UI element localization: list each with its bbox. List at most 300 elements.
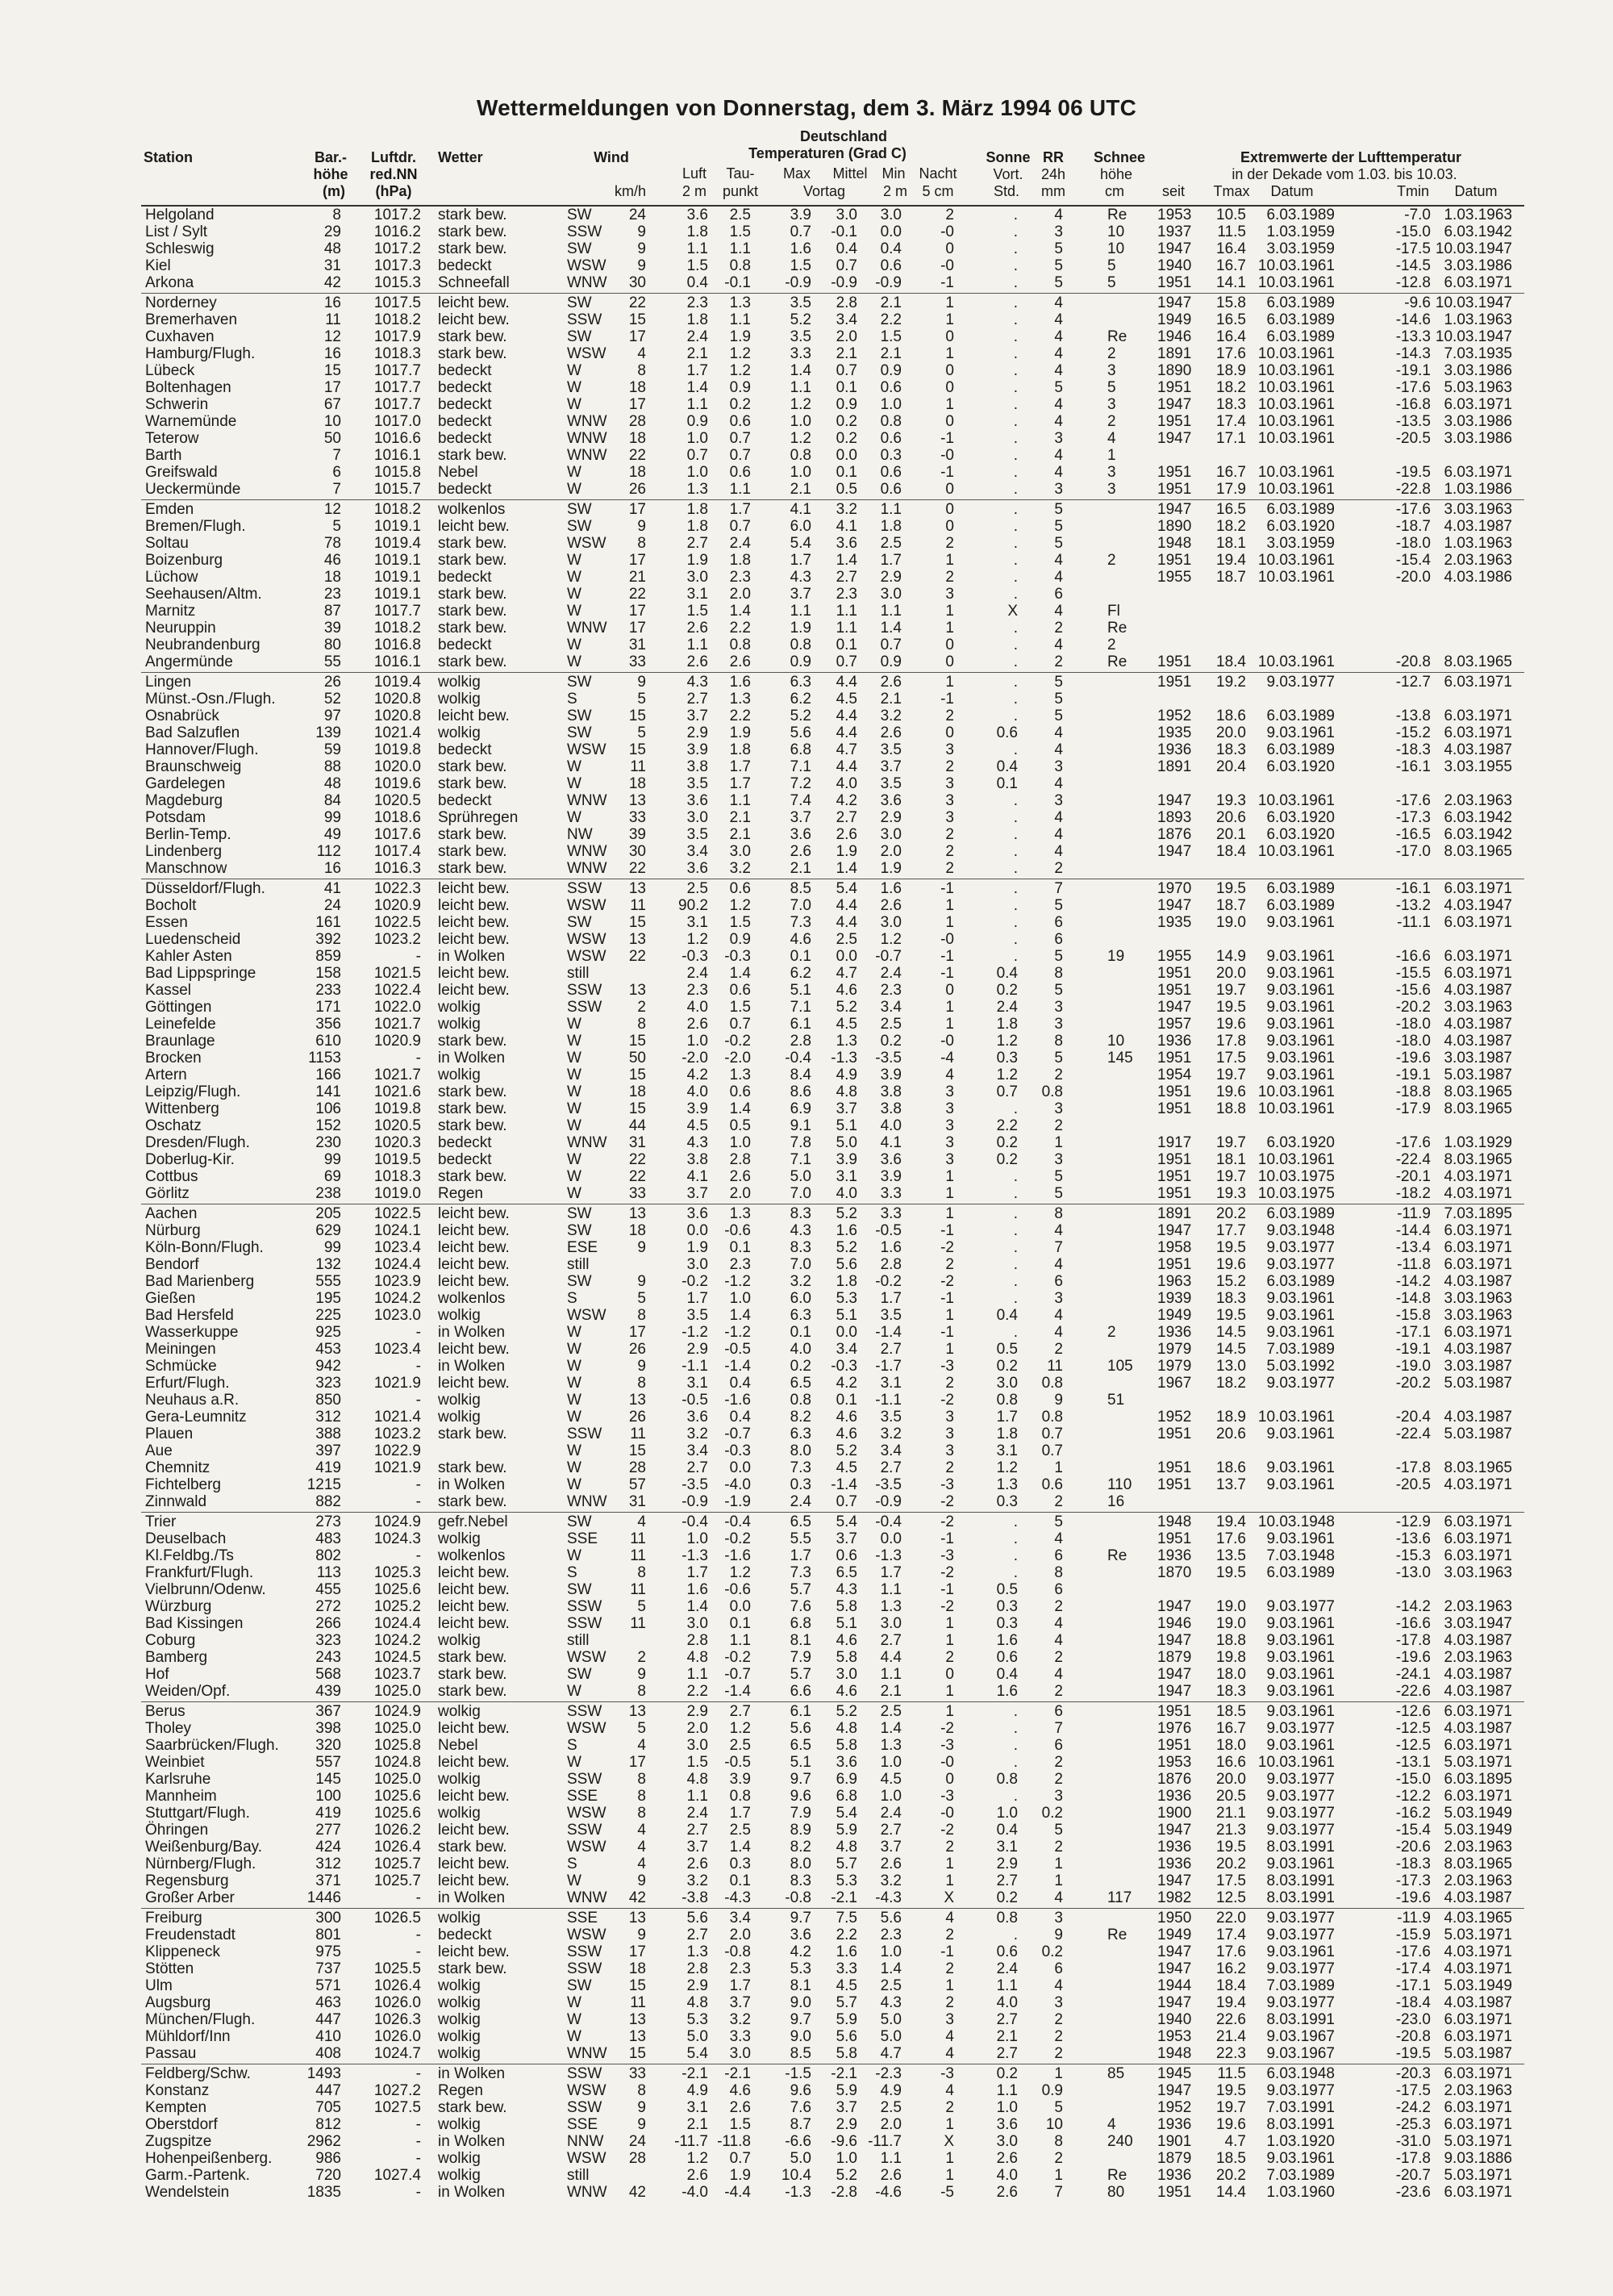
cell-pressure: 1024.8 xyxy=(373,1754,421,1771)
cell-wind-dir: SW xyxy=(567,724,592,741)
cell-temp-min: 3.6 xyxy=(880,792,902,809)
cell-temp-max: 3.7 xyxy=(790,809,811,826)
cell-sunshine: . xyxy=(1013,501,1018,518)
cell-sunshine: 2.6 xyxy=(996,2184,1018,2201)
cell-bar-height: 801 xyxy=(315,1927,341,1943)
cell-tmin-date: 6.03.1971 xyxy=(1444,1737,1512,1754)
cell-tmax: 13.7 xyxy=(1216,1476,1246,1493)
cell-temp-min: 1.3 xyxy=(880,1598,902,1615)
cell-tmax-date: 10.03.1961 xyxy=(1257,569,1335,586)
cell-station: Münst.-Osn./Flugh. xyxy=(145,691,276,708)
cell-dewpoint: 2.5 xyxy=(729,207,751,223)
cell-sunshine: . xyxy=(1013,430,1018,447)
cell-wind-speed: 42 xyxy=(628,1889,646,1906)
cell-wind-speed: 15 xyxy=(628,1067,646,1083)
cell-pressure: 1019.4 xyxy=(373,674,421,691)
cell-dewpoint: -0.2 xyxy=(724,1033,751,1050)
cell-temp-air: 1.6 xyxy=(686,1581,708,1598)
cell-dewpoint: 0.7 xyxy=(729,1016,751,1033)
cell-tmax: 20.2 xyxy=(1216,1205,1246,1222)
cell-station: Schleswig xyxy=(145,240,215,257)
cell-bar-height: 273 xyxy=(315,1513,341,1530)
cell-wind-dir: W xyxy=(567,1476,581,1493)
cell-since: 1891 xyxy=(1157,1205,1192,1222)
cell-tmin-date: 5.03.1971 xyxy=(1444,2133,1512,2150)
cell-bar-height: 69 xyxy=(323,1168,341,1185)
cell-precip: 3 xyxy=(1054,481,1063,498)
cell-temp-air: 3.6 xyxy=(686,1409,708,1426)
col-header-rr-3: mm xyxy=(1041,183,1065,199)
cell-temp-air: 5.6 xyxy=(686,1910,708,1927)
cell-weather: wolkig xyxy=(438,1307,481,1324)
cell-temp-air: 1.8 xyxy=(686,223,708,240)
cell-pressure: - xyxy=(415,2133,421,2150)
cell-bar-height: 367 xyxy=(315,1703,341,1720)
cell-bar-height: 371 xyxy=(315,1872,341,1889)
cell-station: Aue xyxy=(145,1442,173,1459)
cell-snow: 3 xyxy=(1107,396,1116,413)
cell-since: 1947 xyxy=(1157,1632,1192,1649)
col-header-luftdr-2: red.NN xyxy=(369,166,418,182)
cell-temp-mean: 2.7 xyxy=(836,569,857,586)
cell-precip: 8 xyxy=(1054,1033,1063,1050)
cell-temp-min: 2.8 xyxy=(880,1256,902,1273)
cell-temp-air: 0.4 xyxy=(686,274,708,291)
cell-bar-height: 99 xyxy=(323,1151,341,1168)
cell-wind-speed: 17 xyxy=(628,620,646,637)
cell-tmax: 20.0 xyxy=(1216,1771,1246,1788)
cell-tmin-date: 6.03.1971 xyxy=(1444,724,1512,741)
cell-temp-mean: 5.8 xyxy=(836,2045,857,2062)
cell-temp-max: 0.1 xyxy=(790,948,811,965)
cell-temp-air: 2.3 xyxy=(686,982,708,999)
cell-precip: 6 xyxy=(1054,1581,1063,1598)
cell-precip: 5 xyxy=(1054,1050,1063,1067)
cell-station: Großer Arber xyxy=(145,1889,235,1906)
cell-station: Braunlage xyxy=(145,1033,215,1050)
cell-wind-dir: still xyxy=(567,1632,590,1649)
cell-dewpoint: 1.7 xyxy=(729,1805,751,1822)
cell-wind-speed: 18 xyxy=(628,430,646,447)
cell-weather: leicht bew. xyxy=(438,1615,510,1632)
cell-tmax-date: 9.03.1961 xyxy=(1266,1737,1335,1754)
cell-precip: 0.2 xyxy=(1041,1943,1063,1960)
cell-wind-dir: SSE xyxy=(567,1788,598,1805)
cell-temp-max: 0.3 xyxy=(790,1476,811,1493)
cell-tmax: 18.0 xyxy=(1216,1666,1246,1683)
cell-tmax: 18.3 xyxy=(1216,1683,1246,1700)
cell-temp-min: 2.1 xyxy=(880,1683,902,1700)
cell-pressure: 1019.1 xyxy=(373,518,421,535)
cell-temp-air: 1.7 xyxy=(686,1290,708,1307)
cell-temp-max: 4.0 xyxy=(790,1341,811,1358)
cell-snow: 2 xyxy=(1107,345,1116,362)
cell-tmin-date: 3.03.1963 xyxy=(1444,1290,1512,1307)
cell-wind-dir: W xyxy=(567,1442,581,1459)
cell-temp-max: 1.0 xyxy=(790,413,811,430)
cell-sunshine: . xyxy=(1013,586,1018,603)
cell-bar-height: 29 xyxy=(323,223,341,240)
cell-since: 1982 xyxy=(1157,1889,1192,1906)
cell-station: Öhringen xyxy=(145,1822,209,1839)
cell-tmax: 19.5 xyxy=(1216,1307,1246,1324)
cell-temp-max: 4.3 xyxy=(790,1222,811,1239)
cell-wind-dir: W xyxy=(567,464,581,481)
cell-tmin-date: 6.03.1971 xyxy=(1444,708,1512,724)
cell-bar-height: 356 xyxy=(315,1016,341,1033)
cell-tmin: -20.8 xyxy=(1395,2028,1431,2045)
cell-tmin: -17.6 xyxy=(1395,379,1431,396)
cell-station: Coburg xyxy=(145,1632,196,1649)
cell-dewpoint: -11.8 xyxy=(717,2133,751,2150)
cell-precip: 2 xyxy=(1054,1493,1063,1510)
cell-wind-dir: SSW xyxy=(567,2099,602,2116)
cell-pressure: 1017.7 xyxy=(373,603,421,620)
cell-temp-mean: 4.9 xyxy=(836,1067,857,1083)
cell-tmin: -17.8 xyxy=(1395,2150,1431,2167)
cell-dewpoint: 1.7 xyxy=(729,775,751,792)
cell-tmax-date: 9.03.1961 xyxy=(1266,1033,1335,1050)
cell-wind-dir: SSW xyxy=(567,999,602,1016)
cell-tmax: 19.6 xyxy=(1216,1083,1246,1100)
cell-bar-height: 41 xyxy=(323,880,341,897)
col-header-schnee-1: Schnee xyxy=(1093,149,1146,165)
cell-temp-night: 1 xyxy=(945,674,954,691)
cell-tmax: 19.5 xyxy=(1216,1564,1246,1581)
cell-tmin-date: 6.03.1971 xyxy=(1444,2028,1512,2045)
cell-temp-night: 3 xyxy=(945,1151,954,1168)
cell-bar-height: 106 xyxy=(315,1100,341,1117)
cell-bar-height: 7 xyxy=(332,481,341,498)
cell-temp-night: -0 xyxy=(940,223,954,240)
cell-tmax: 20.1 xyxy=(1216,826,1246,843)
table-row xyxy=(0,1273,1613,1290)
cell-tmax-date: 9.03.1961 xyxy=(1266,2150,1335,2167)
cell-temp-mean: 0.2 xyxy=(836,413,857,430)
cell-tmin-date: 3.03.1986 xyxy=(1444,430,1512,447)
cell-precip: 4 xyxy=(1054,724,1063,741)
cell-tmax-date: 6.03.1920 xyxy=(1266,758,1335,775)
cell-wind-speed: 15 xyxy=(628,2045,646,2062)
cell-tmax: 16.7 xyxy=(1216,464,1246,481)
cell-since: 1951 xyxy=(1157,274,1192,291)
cell-tmax-date: 6.03.1920 xyxy=(1266,809,1335,826)
cell-since: 1936 xyxy=(1157,1839,1192,1856)
cell-bar-height: 139 xyxy=(315,724,341,741)
cell-temp-max: 7.2 xyxy=(790,775,811,792)
cell-tmin-date: 2.03.1963 xyxy=(1444,792,1512,809)
cell-temp-night: -0 xyxy=(940,1754,954,1771)
cell-tmin-date: 1.03.1986 xyxy=(1444,481,1512,498)
cell-precip: 4 xyxy=(1054,207,1063,223)
cell-bar-height: 7 xyxy=(332,447,341,464)
cell-tmax-date: 10.03.1961 xyxy=(1257,274,1335,291)
cell-dewpoint: 0.4 xyxy=(729,1409,751,1426)
cell-precip: 4 xyxy=(1054,1222,1063,1239)
cell-temp-night: 0 xyxy=(945,1666,954,1683)
cell-station: Braunschweig xyxy=(145,758,242,775)
cell-precip: 5 xyxy=(1054,518,1063,535)
cell-wind-dir: WNW xyxy=(567,792,607,809)
cell-temp-air: -0.3 xyxy=(681,948,708,965)
cell-temp-night: -2 xyxy=(940,1598,954,1615)
cell-temp-air: 2.6 xyxy=(686,1856,708,1872)
cell-temp-night: 0 xyxy=(945,501,954,518)
table-row xyxy=(0,1649,1613,1666)
cell-temp-air: 2.6 xyxy=(686,1016,708,1033)
cell-temp-min: 3.4 xyxy=(880,999,902,1016)
cell-sunshine: 1.0 xyxy=(996,1805,1018,1822)
cell-dewpoint: 3.0 xyxy=(729,2045,751,2062)
cell-sunshine: . xyxy=(1013,1530,1018,1547)
cell-tmin: -19.6 xyxy=(1395,1050,1431,1067)
cell-station: Göttingen xyxy=(145,999,212,1016)
cell-dewpoint: 2.1 xyxy=(729,826,751,843)
cell-pressure: 1027.2 xyxy=(373,2082,421,2099)
cell-pressure: 1017.3 xyxy=(373,257,421,274)
cell-pressure: 1026.5 xyxy=(373,1910,421,1927)
cell-tmin: -22.8 xyxy=(1395,481,1431,498)
cell-sunshine: 2.4 xyxy=(996,1960,1018,1977)
cell-dewpoint: 1.5 xyxy=(729,999,751,1016)
cell-since: 1947 xyxy=(1157,396,1192,413)
cell-dewpoint: 1.9 xyxy=(729,328,751,345)
cell-wind-dir: W xyxy=(567,1994,581,2011)
cell-wind-speed: 5 xyxy=(637,691,646,708)
table-row xyxy=(0,1872,1613,1889)
cell-precip: 0.8 xyxy=(1041,1375,1063,1392)
cell-temp-min: 2.5 xyxy=(880,1703,902,1720)
cell-bar-height: 42 xyxy=(323,274,341,291)
table-row xyxy=(0,1341,1613,1358)
cell-station: Konstanz xyxy=(145,2082,210,2099)
cell-tmax: 18.9 xyxy=(1216,1409,1246,1426)
cell-temp-min: 3.0 xyxy=(880,207,902,223)
cell-temp-min: 2.1 xyxy=(880,345,902,362)
cell-tmin-date: 8.03.1965 xyxy=(1444,653,1512,670)
cell-temp-min: 3.7 xyxy=(880,1839,902,1856)
cell-weather: bedeckt xyxy=(438,413,492,430)
cell-tmax-date: 10.03.1961 xyxy=(1257,552,1335,569)
cell-temp-max: 6.3 xyxy=(790,1307,811,1324)
col-header-wind: Wind xyxy=(594,149,629,165)
cell-weather: stark bew. xyxy=(438,1666,507,1683)
cell-temp-night: -2 xyxy=(940,1564,954,1581)
cell-temp-max: 7.3 xyxy=(790,914,811,931)
cell-wind-speed: 13 xyxy=(628,2011,646,2028)
cell-pressure: 1023.2 xyxy=(373,1426,421,1442)
cell-tmax: 18.4 xyxy=(1216,653,1246,670)
cell-precip: 10 xyxy=(1045,2116,1063,2133)
cell-pressure: 1026.4 xyxy=(373,1839,421,1856)
cell-temp-max: 7.0 xyxy=(790,1185,811,1202)
table-row xyxy=(0,1426,1613,1442)
cell-weather: stark bew. xyxy=(438,1168,507,1185)
cell-tmax: 16.5 xyxy=(1216,311,1246,328)
cell-bar-height: 16 xyxy=(323,345,341,362)
col-header-luftdr-3: (hPa) xyxy=(375,183,412,199)
cell-precip: 7 xyxy=(1054,1239,1063,1256)
cell-station: Kassel xyxy=(145,982,192,999)
cell-weather: stark bew. xyxy=(438,1683,507,1700)
cell-since: 1954 xyxy=(1157,1067,1192,1083)
cell-bar-height: 925 xyxy=(315,1324,341,1341)
cell-weather: in Wolken xyxy=(438,1476,506,1493)
cell-wind-speed: 9 xyxy=(637,1666,646,1683)
cell-sunshine: . xyxy=(1013,447,1018,464)
cell-weather: leicht bew. xyxy=(438,1943,510,1960)
cell-weather: wolkig xyxy=(438,1016,481,1033)
cell-temp-min: 1.7 xyxy=(880,1290,902,1307)
table-row xyxy=(0,775,1613,792)
cell-tmin-date: 6.03.1971 xyxy=(1444,1547,1512,1564)
cell-dewpoint: 0.6 xyxy=(729,464,751,481)
cell-temp-max: 6.2 xyxy=(790,691,811,708)
col-header-mittel: Mittel xyxy=(832,165,868,182)
cell-precip: 2 xyxy=(1054,2011,1063,2028)
cell-station: Boizenburg xyxy=(145,552,223,569)
cell-dewpoint: 2.3 xyxy=(729,569,751,586)
cell-weather: stark bew. xyxy=(438,328,507,345)
cell-pressure: 1020.0 xyxy=(373,758,421,775)
cell-station: Karlsruhe xyxy=(145,1771,211,1788)
cell-weather: leicht bew. xyxy=(438,1205,510,1222)
cell-pressure: 1018.3 xyxy=(373,345,421,362)
cell-wind-dir: WNW xyxy=(567,860,607,877)
cell-temp-mean: 3.7 xyxy=(836,2099,857,2116)
cell-tmin-date: 4.03.1987 xyxy=(1444,982,1512,999)
cell-wind-dir: SSW xyxy=(567,1615,602,1632)
cell-temp-night: 0 xyxy=(945,637,954,653)
cell-temp-mean: 0.9 xyxy=(836,396,857,413)
cell-temp-max: 0.2 xyxy=(790,1358,811,1375)
cell-snow: 110 xyxy=(1107,1476,1132,1493)
cell-precip: 5 xyxy=(1054,948,1063,965)
cell-wind-dir: WNW xyxy=(567,620,607,637)
cell-wind-speed: 42 xyxy=(628,2184,646,2201)
cell-wind-speed: 2 xyxy=(637,999,646,1016)
cell-dewpoint: -0.3 xyxy=(724,948,751,965)
cell-weather: leicht bew. xyxy=(438,1239,510,1256)
cell-tmax-date: 9.03.1961 xyxy=(1266,1683,1335,1700)
cell-precip: 3 xyxy=(1054,430,1063,447)
table-row xyxy=(0,792,1613,809)
cell-wind-dir: SW xyxy=(567,1205,592,1222)
cell-temp-max: 3.6 xyxy=(790,1927,811,1943)
cell-dewpoint: 1.2 xyxy=(729,1564,751,1581)
cell-tmin: -13.8 xyxy=(1395,708,1431,724)
cell-sunshine: . xyxy=(1013,1239,1018,1256)
cell-tmax-date: 9.03.1977 xyxy=(1266,674,1335,691)
cell-dewpoint: -0.8 xyxy=(724,1943,751,1960)
cell-temp-mean: 5.8 xyxy=(836,1598,857,1615)
cell-dewpoint: 0.6 xyxy=(729,413,751,430)
cell-sunshine: 1.2 xyxy=(996,1033,1018,1050)
cell-wind-speed: 11 xyxy=(630,1615,646,1632)
cell-temp-night: 3 xyxy=(945,792,954,809)
cell-wind-dir: SW xyxy=(567,1513,592,1530)
cell-temp-air: 1.8 xyxy=(686,518,708,535)
cell-precip: 4 xyxy=(1054,741,1063,758)
cell-since: 1947 xyxy=(1157,1994,1192,2011)
cell-since: 1952 xyxy=(1157,1409,1192,1426)
cell-wind-speed: 50 xyxy=(628,1050,646,1067)
cell-pressure: 1026.3 xyxy=(373,2011,421,2028)
cell-wind-dir: S xyxy=(567,1856,577,1872)
cell-temp-max: 1.7 xyxy=(790,552,811,569)
cell-temp-air: 3.7 xyxy=(686,708,708,724)
cell-since: 1946 xyxy=(1157,1615,1192,1632)
cell-temp-max: 7.6 xyxy=(790,1598,811,1615)
cell-sunshine: 3.1 xyxy=(996,1839,1018,1856)
cell-since: 1951 xyxy=(1157,1168,1192,1185)
cell-sunshine: . xyxy=(1013,362,1018,379)
cell-wind-speed: 13 xyxy=(628,982,646,999)
cell-station: Wittenberg xyxy=(145,1100,219,1117)
cell-dewpoint: -0.6 xyxy=(724,1222,751,1239)
cell-sunshine: . xyxy=(1013,843,1018,860)
cell-temp-mean: 3.9 xyxy=(836,1151,857,1168)
cell-tmax-date: 9.03.1961 xyxy=(1266,1016,1335,1033)
cell-since: 1935 xyxy=(1157,914,1192,931)
cell-dewpoint: 2.3 xyxy=(729,1256,751,1273)
cell-pressure: 1019.8 xyxy=(373,741,421,758)
cell-tmax-date: 9.03.1961 xyxy=(1266,914,1335,931)
cell-pressure: 1020.5 xyxy=(373,1117,421,1134)
table-row xyxy=(0,311,1613,328)
cell-dewpoint: -1.4 xyxy=(724,1358,751,1375)
cell-temp-air: 2.9 xyxy=(686,1703,708,1720)
cell-tmax-date: 6.03.1989 xyxy=(1266,1273,1335,1290)
cell-temp-night: X xyxy=(944,1889,954,1906)
cell-station: Tholey xyxy=(145,1720,192,1737)
cell-sunshine: 0.2 xyxy=(996,1151,1018,1168)
cell-tmin-date: 4.03.1987 xyxy=(1444,518,1512,535)
cell-tmin: -13.4 xyxy=(1395,1239,1431,1256)
cell-since: 1951 xyxy=(1157,464,1192,481)
cell-station: Garm.-Partenk. xyxy=(145,2167,250,2184)
cell-tmin-date: 6.03.1971 xyxy=(1444,1222,1512,1239)
cell-weather: wolkig xyxy=(438,1805,481,1822)
table-row xyxy=(0,1703,1613,1720)
cell-wind-dir: WSW xyxy=(567,741,606,758)
cell-temp-mean: 4.8 xyxy=(836,1083,857,1100)
cell-sunshine: . xyxy=(1013,240,1018,257)
cell-sunshine: . xyxy=(1013,741,1018,758)
cell-tmax-date: 9.03.1961 xyxy=(1266,1530,1335,1547)
cell-temp-mean: 5.4 xyxy=(836,1513,857,1530)
table-row xyxy=(0,1205,1613,1222)
cell-temp-mean: 1.4 xyxy=(836,860,857,877)
cell-wind-speed: 33 xyxy=(628,1185,646,1202)
cell-precip: 6 xyxy=(1054,1737,1063,1754)
cell-sunshine: 3.0 xyxy=(996,1375,1018,1392)
table-row xyxy=(0,1910,1613,1927)
cell-since: 1951 xyxy=(1157,1476,1192,1493)
cell-dewpoint: 3.4 xyxy=(729,1910,751,1927)
cell-tmax: 16.7 xyxy=(1216,257,1246,274)
cell-temp-mean: 1.1 xyxy=(836,620,857,637)
cell-temp-night: 1 xyxy=(945,620,954,637)
cell-weather: wolkig xyxy=(438,2116,481,2133)
cell-tmax: 14.1 xyxy=(1216,274,1246,291)
cell-temp-min: 1.0 xyxy=(880,1943,902,1960)
cell-bar-height: 205 xyxy=(315,1205,341,1222)
cell-since: 1951 xyxy=(1157,653,1192,670)
cell-temp-night: 1 xyxy=(945,1683,954,1700)
cell-precip: 5 xyxy=(1054,240,1063,257)
cell-temp-night: 1 xyxy=(945,603,954,620)
